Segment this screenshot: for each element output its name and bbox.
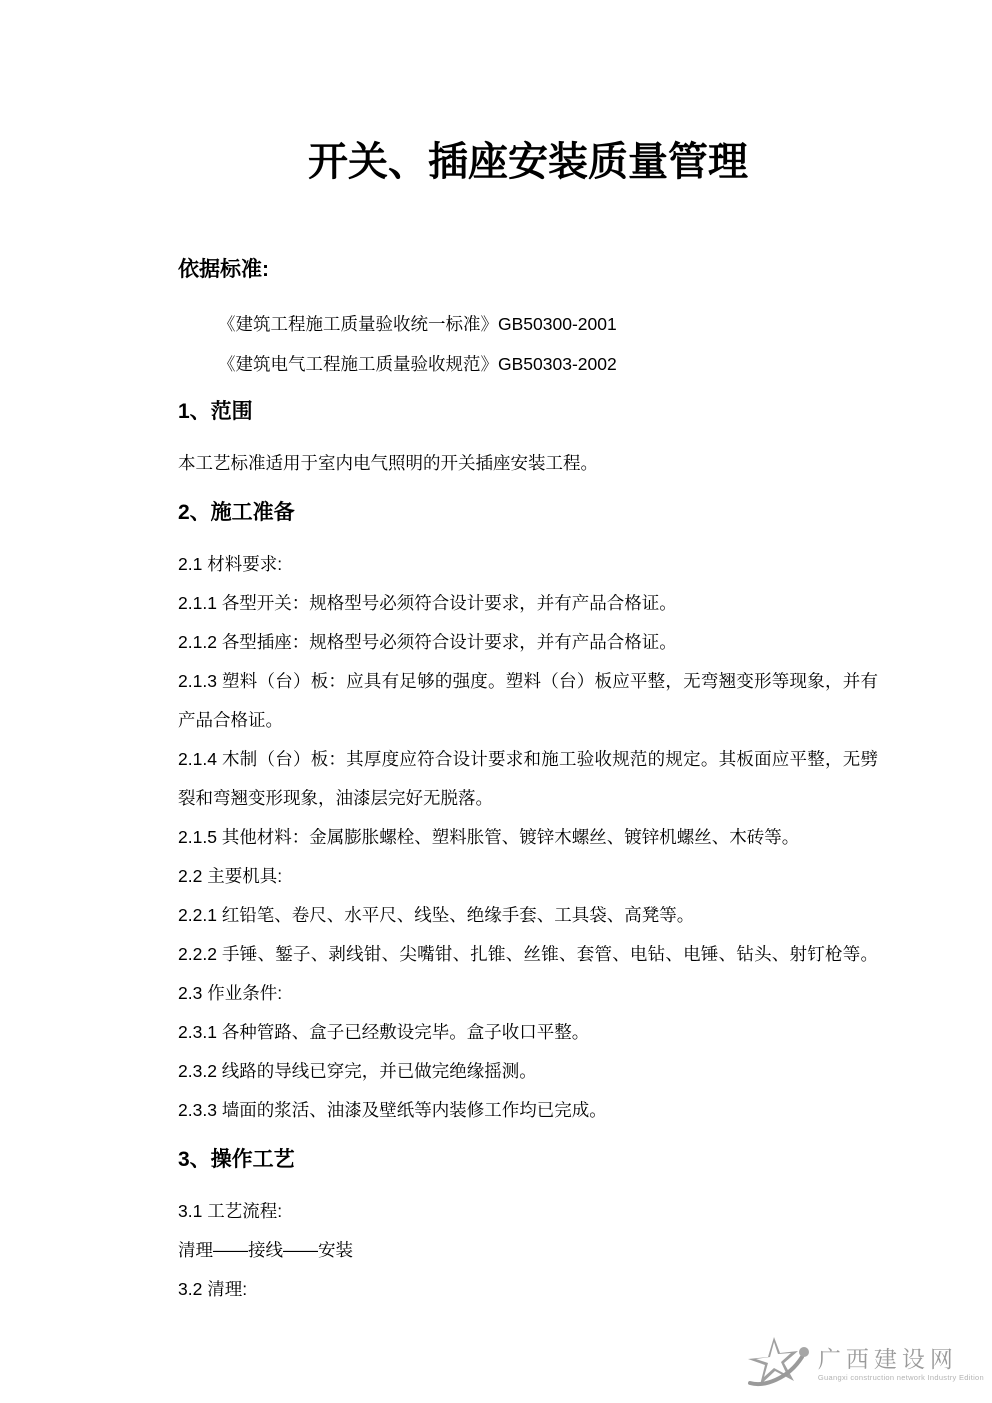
paragraph-2-2: 2.2 主要机具: — [178, 866, 283, 886]
paragraph-2-1-5: 2.1.5 其他材料：金属膨胀螺栓、塑料胀管、镀锌木螺丝、镀锌机螺丝、木砖等。 — [178, 827, 800, 847]
paragraph-2-3-3: 2.3.3 墙面的浆活、油漆及壁纸等内装修工作均已完成。 — [178, 1100, 607, 1120]
section-heading-3-process: 3、操作工艺 — [178, 1148, 295, 1171]
paragraph-scope: 本工艺标准适用于室内电气照明的开关插座安装工程。 — [178, 453, 598, 473]
paragraph-2-3-2: 2.3.2 线路的导线已穿完，并已做完绝缘摇测。 — [178, 1061, 537, 1081]
watermark-text — [818, 1347, 984, 1383]
paragraph-2-2-1: 2.2.1 红铅笔、卷尺、水平尺、线坠、绝缘手套、工具袋、高凳等。 — [178, 905, 695, 925]
paragraph-2-1: 2.1 材料要求: — [178, 554, 283, 574]
section-heading-2-preparation: 2、施工准备 — [178, 501, 295, 524]
paragraph-process-flow: 清理——接线——安装 — [178, 1240, 353, 1260]
paragraph-2-1-2: 2.1.2 各型插座：规格型号必须符合设计要求，并有产品合格证。 — [178, 632, 677, 652]
section-heading-1-scope: 1、范围 — [178, 400, 253, 423]
paragraph-2-3-1: 2.3.1 各种管路、盒子已经敷设完毕。盒子收口平整。 — [178, 1022, 590, 1042]
star-logo-icon — [744, 1335, 812, 1395]
reference-line: 《建筑电气工程施工质量验收规范》GB50303-2002 — [218, 354, 617, 374]
paragraph-3-2: 3.2 清理: — [178, 1279, 248, 1299]
paragraph-3-1: 3.1 工艺流程: — [178, 1201, 283, 1221]
section-heading-standards: 依据标准: — [178, 258, 269, 281]
reference-line: 《建筑工程施工质量验收统一标准》GB50300-2001 — [218, 314, 617, 334]
paragraph-2-2-2: 2.2.2 手锤、錾子、剥线钳、尖嘴钳、扎锥、丝锥、套管、电钻、电锤、钻头、射钉枪等。 — [178, 944, 878, 964]
paragraph-2-3: 2.3 作业条件: — [178, 983, 283, 1003]
watermark-site-name: 广西建设网 — [817, 1347, 958, 1372]
paragraph-2-1-1: 2.1.1 各型开关：规格型号必须符合设计要求，并有产品合格证。 — [178, 593, 677, 613]
paragraph-2-1-4: 2.1.4 木制（台）板：其厚度应符合设计要求和施工验收规范的规定。其板面应平整，无劈裂和弯翘变形现象，油漆层完好无脱落。 — [178, 749, 878, 808]
watermark — [744, 1335, 984, 1395]
paragraph-2-1-3: 2.1.3 塑料（台）板：应具有足够的强度。塑料（台）板应平整，无弯翘变形等现象，并有产品合格证。 — [178, 671, 878, 730]
watermark-tagline: Guangxi construction network Industry Edition — [817, 1373, 984, 1382]
page-title: 开关、插座安装质量管理 — [308, 140, 748, 184]
